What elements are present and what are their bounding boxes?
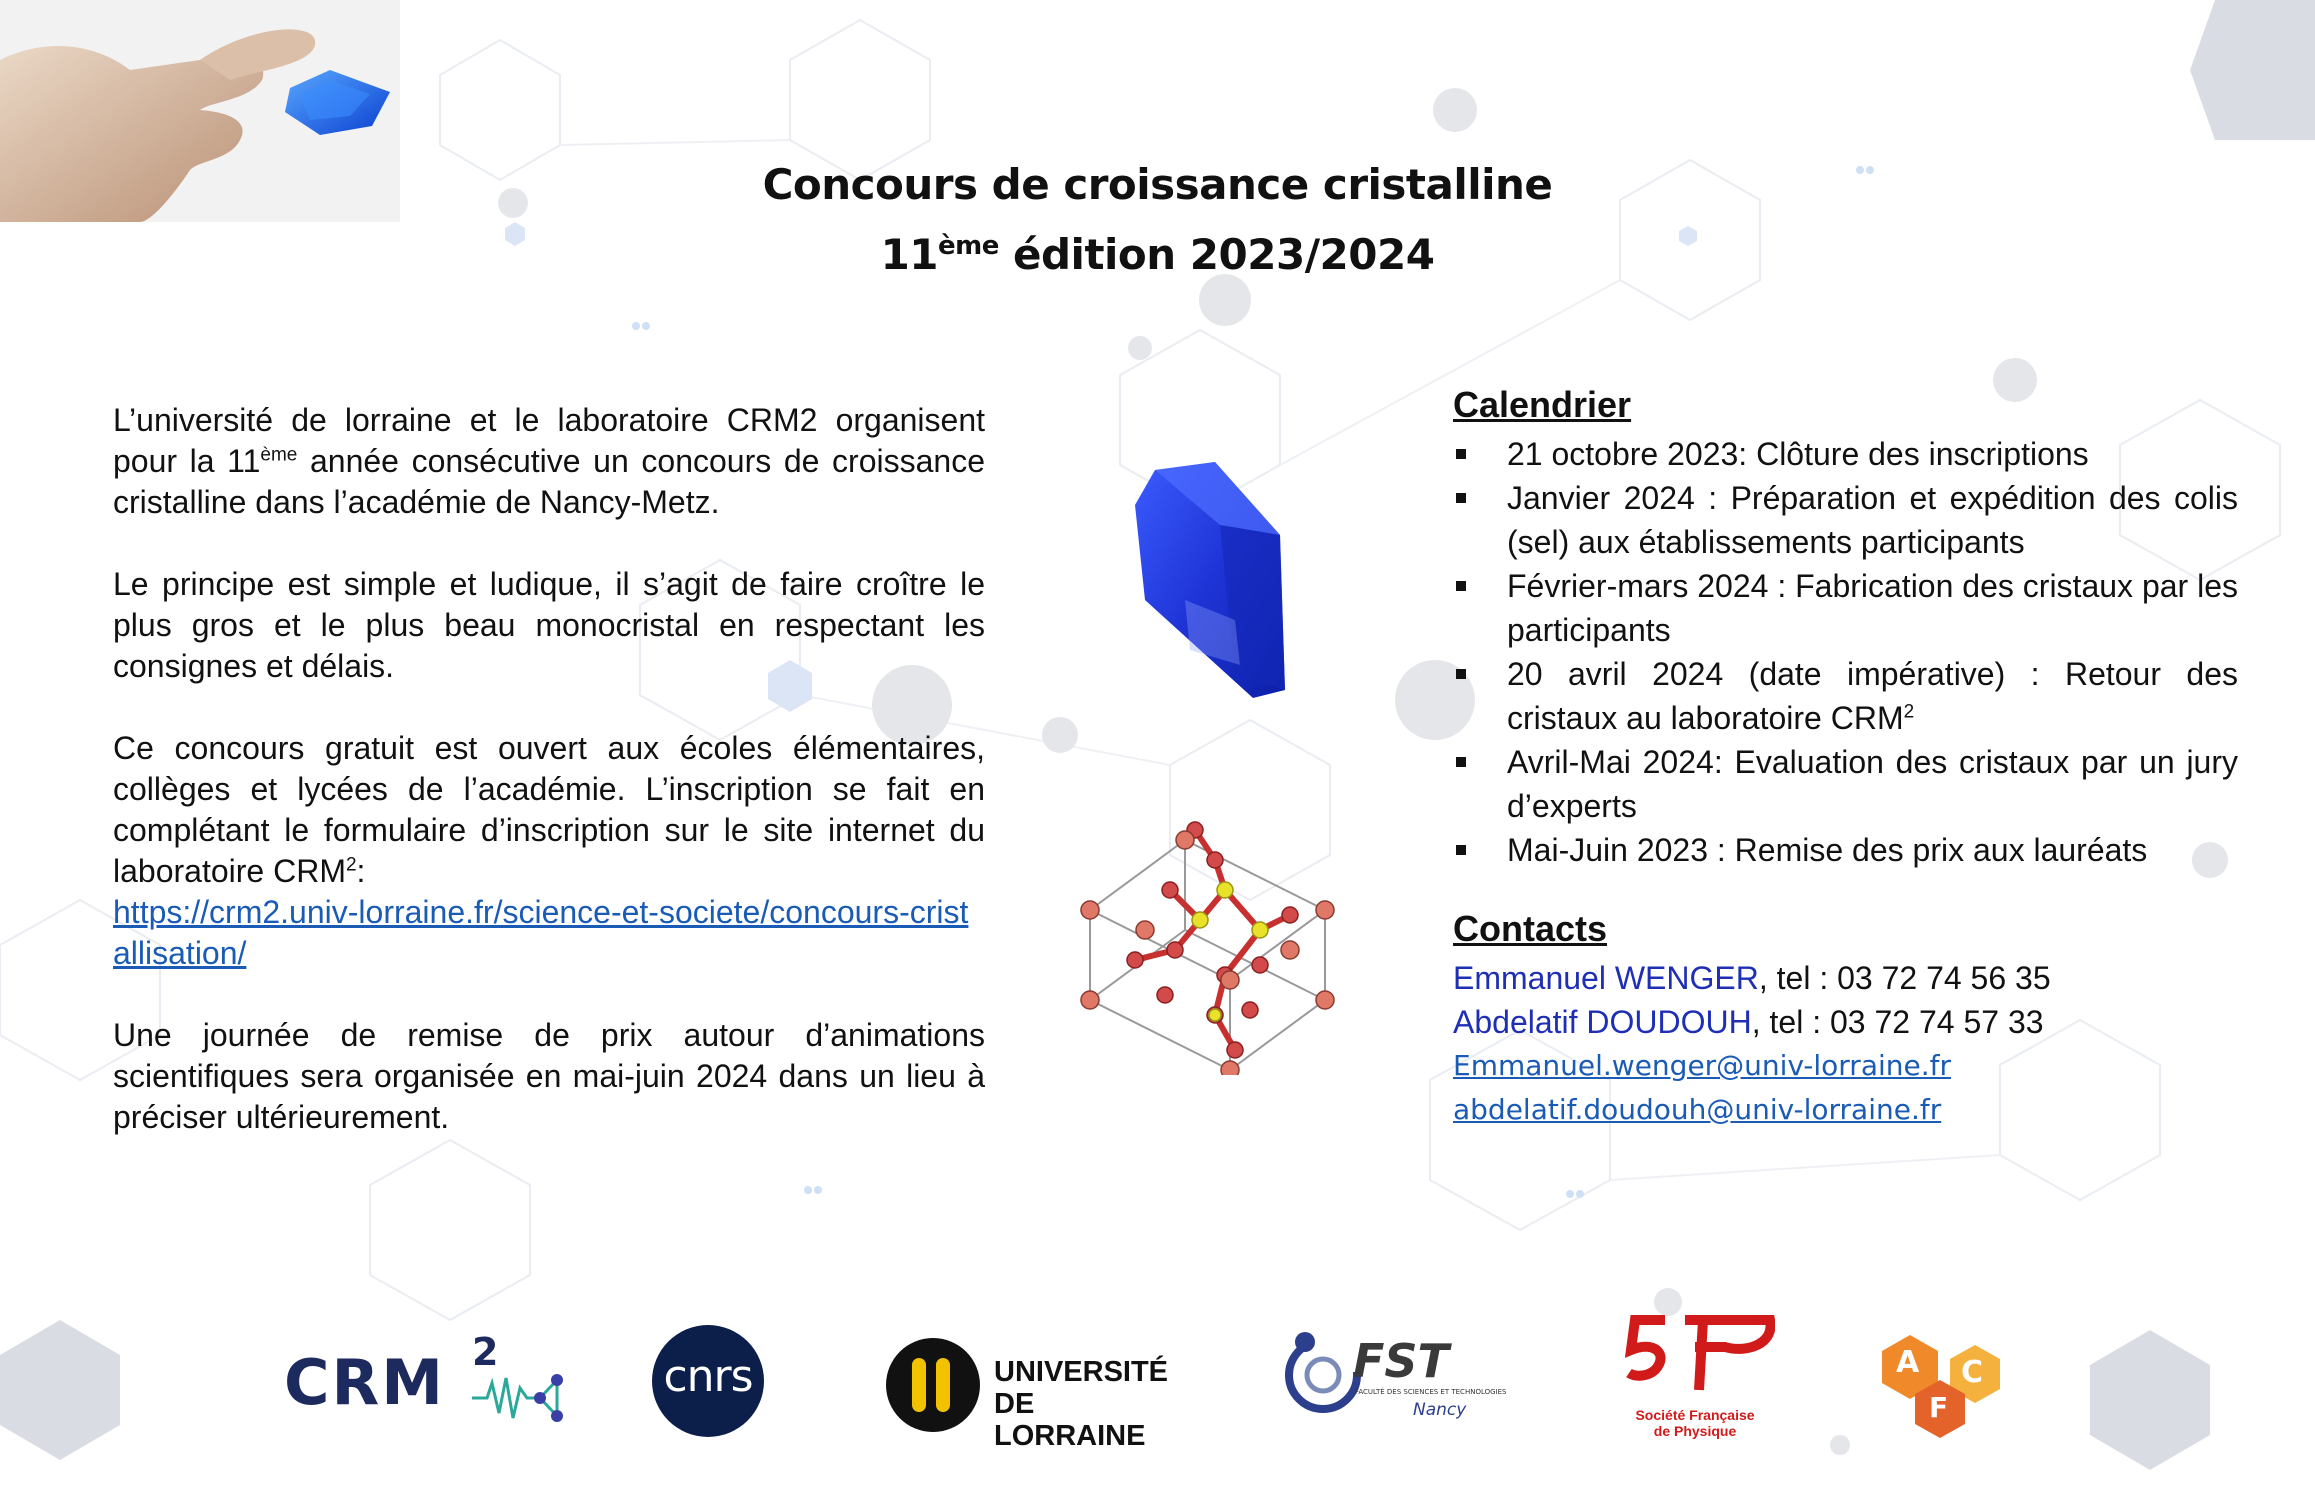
page-title	[0, 150, 2315, 290]
contacts-section	[1453, 902, 2238, 1132]
molecular-structure-image	[1075, 800, 1345, 1075]
calendar-item: Février-mars 2024 : Fabrication des cristaux par les participants	[1453, 564, 2238, 652]
registration-link[interactable]: https://crm2.univ-lorraine.fr/science-et-societe/concours-cristallisation/	[113, 894, 969, 971]
email-link-wenger[interactable]: Emmanuel.wenger@univ-lorraine.fr	[1453, 1049, 1951, 1082]
intro-text	[113, 400, 985, 1179]
contact-line	[1453, 1000, 2238, 1044]
email-link-doudouh[interactable]: abdelatif.doudouh@univ-lorraine.fr	[1453, 1093, 1942, 1126]
fst-nancy-logo: FST FACULTÉ DES SCIENCES ET TECHNOLOGIES Nancy	[1283, 1320, 1483, 1430]
fst-circle-icon	[1283, 1320, 1363, 1430]
title-line-2: 11ème édition 2023/2024	[880, 230, 1435, 279]
calendar-item: Avril-Mai 2024: Evaluation des cristaux par un jury d’experts	[1453, 740, 2238, 828]
sfp-emblem-icon	[1625, 1315, 1775, 1395]
intro-paragraph-4: Une journée de remise de prix autour d’animations scientifiques sera organisée en mai-juin 2024 dans un lieu à préciser ultérieurement.	[113, 1017, 985, 1135]
contact-phone: , tel : 03 72 74 56 35	[1758, 960, 2051, 996]
blue-crystal-image	[1125, 450, 1315, 715]
calendar-item: Janvier 2024 : Préparation et expédition des colis (sel) aux établissements participants	[1453, 476, 2238, 564]
intro-paragraph-3: Ce concours gratuit est ouvert aux écoles élémentaires, collèges et lycées de l’académie. L’inscription se fait en complétant le formulaire d’inscription sur le site internet du laboratoire CRM$^2$: https://crm2.univ-lorraine.fr/science-et-societe/concours-cristallisation/	[113, 728, 985, 974]
title-line-1: Concours de croissance cristalline	[762, 160, 1553, 209]
sfp-line-2: de Physique	[1653, 1423, 1737, 1439]
universite-de-lorraine-logo	[886, 1338, 1186, 1452]
afc-logo: A F C	[1870, 1325, 2020, 1440]
calendar-item: 21 octobre 2023: Clôture des inscriptions	[1453, 432, 2238, 476]
ul-line-1: UNIVERSITÉ	[994, 1356, 1169, 1388]
crm2-logo: CRM 2	[284, 1338, 564, 1428]
ul-circle-icon	[886, 1338, 980, 1432]
cnrs-logo: cnrs	[652, 1325, 764, 1437]
contacts-heading: Contacts	[1453, 908, 1608, 949]
intro-paragraph-2: Le principe est simple et ludique, il s’agit de faire croître le plus gros et le plus beau monocristal en respectant les consignes et délais.	[113, 566, 985, 684]
calendar-heading: Calendrier	[1453, 384, 1632, 425]
contact-phone: , tel : 03 72 74 57 33	[1751, 1004, 2044, 1040]
calendar-item: Mai-Juin 2023 : Remise des prix aux lauréats	[1453, 828, 2238, 872]
ul-line-2: DE LORRAINE	[994, 1388, 1146, 1452]
molecule-wave-icon	[472, 1368, 572, 1428]
right-column	[1453, 378, 2238, 1132]
contact-name: Emmanuel WENGER	[1453, 960, 1759, 996]
sfp-line-1: Société Française	[1635, 1407, 1755, 1423]
calendar-list	[1453, 432, 2238, 872]
sfp-logo	[1620, 1315, 1770, 1440]
calendar-item: 20 avril 2024 (date impérative) : Retour des cristaux au laboratoire CRM$^2$	[1453, 652, 2238, 740]
contact-name: Abdelatif DOUDOUH	[1453, 1004, 1752, 1040]
intro-paragraph-1: L’université de lorraine et le laboratoire CRM2 organisent pour la 11ème année consécutive un concours de croissance cristalline dans l’académie de Nancy-Metz.	[113, 402, 986, 520]
contact-line	[1453, 956, 2238, 1000]
